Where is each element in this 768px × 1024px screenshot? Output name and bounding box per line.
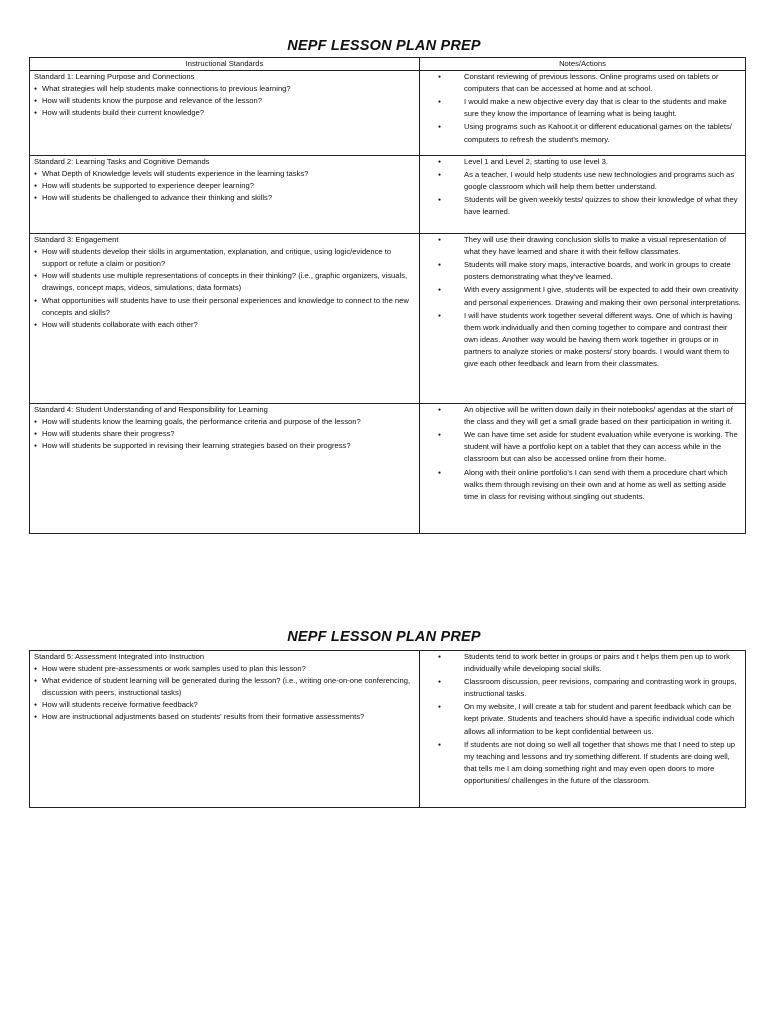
standard-title: Standard 5: Assessment Integrated into Instruction [34,652,205,661]
list-item: ● How will students receive formative feedback? [34,699,415,711]
standard-cell [30,404,420,534]
notes-cell [420,156,746,234]
notes-list [424,651,741,787]
list-item: ● What strategies will help students make connections to previous learning? [34,83,415,95]
notes-cell [420,71,746,156]
list-item: ● How were student pre-assessments or work samples used to plan this lesson? [34,663,415,675]
standard-cell [30,156,420,234]
list-item: ● Students tend to work better in groups or pairs and t helps them pen up to work individually while developing social skills. [424,651,741,675]
list-item: ● As a teacher, I would help students use new technologies and programs such as google classroom which will help them better understand. [424,169,741,193]
list-item: ● An objective will be written down daily in their notebooks/ agendas at the start of the class and they will get a small grade based on their participation in writing it. [424,404,741,428]
list-item: ● What Depth of Knowledge levels will students experience in the learning tasks? [34,168,415,180]
list-item: ● How will students be challenged to advance their thinking and skills? [34,192,415,204]
list-item: ● They will use their drawing conclusion skills to make a visual representation of what they have learned and share it with their fellow classmates. [424,234,741,258]
standard-cell [30,234,420,404]
list-item: ● How will students use multiple representations of concepts in their thinking? (i.e., graphic organizers, visuals, drawings, concept maps, videos, simulations, data formats) [34,270,415,294]
standard-cell [30,651,420,808]
list-item: ● With every assignment I give, students will be expected to add their own creativity and personal experiences. Drawing and making their own personal interpretations. [424,284,741,308]
table-row [30,404,746,534]
column-header-standards: Instructional Standards [30,58,420,71]
list-item: ● How will students share their progress? [34,428,415,440]
list-item: ● Students will be given weekly tests/ quizzes to show their knowledge of what they have learned. [424,194,741,218]
question-list [34,416,415,452]
page-title: NEPF LESSON PLAN PREP [287,629,481,645]
notes-cell [420,404,746,534]
list-item: ● How will students collaborate with each other? [34,319,415,331]
notes-list [424,234,741,370]
list-item: ● How will students know the purpose and relevance of the lesson? [34,95,415,107]
list-item: ● Along with their online portfolio's I can send with them a procedure chart which walks them through revising on their own and at home as well as setting aside time in class for revising without singling out students. [424,467,741,503]
table-row [30,156,746,234]
standard-title: Standard 2: Learning Tasks and Cognitive Demands [34,157,210,167]
list-item: ● What opportunities will students have to use their personal experiences and knowledge to connect to the new concepts and skills? [34,295,415,319]
list-item: ● How will students develop their skills in argumentation, explanation, and critique, using logic/evidence to support or refute a claim or position? [34,246,415,270]
list-item: ● Using programs such as Kahoot.it or different educational games on the tablets/ computers to refresh the student's memory. [424,121,741,145]
list-item: ● How will students be supported to experience deeper learning? [34,180,415,192]
list-item: ● We can have time set aside for student evaluation while everyone is working. The student will have a portfolio kept on a tablet that they can access while in the classroom but can also be accessed online from their home. [424,429,741,465]
list-item: ● Classroom discussion, peer revisions, comparing and contrasting work in groups, instructional tasks. [424,676,741,700]
list-item: ● Constant reviewing of previous lessons. Online programs used on tablets or computers that can be accessed at home and at school. [424,71,741,95]
standard-title: Standard 3: Engagement [34,235,119,245]
page-title: NEPF LESSON PLAN PREP [287,38,481,54]
notes-list [424,404,741,503]
notes-list [424,156,741,218]
notes-list [424,71,741,146]
list-item: ● I will have students work together several different ways. One of which is having them work individually and then coming together to compare and contrast their own ideas. Another way would be having them work together in groups or in partners to analyze stories or make posters/ story boards. I would want them to give each other feedback and learn from their classmates. [424,310,741,370]
table-row [30,234,746,404]
list-item: ● How will students be supported in revising their learning strategies based on their progress? [34,440,415,452]
question-list [34,168,415,204]
list-item: ● Students will make story maps, interactive boards, and work in groups to create posters demonstrating what they've learned. [424,259,741,283]
question-list [34,663,415,723]
list-item: ● On my website, I will create a tab for student and parent feedback which can be kept private. Students and teachers should have a specific individual code which allows all information to be kept confidential between us. [424,701,741,737]
list-item: ● How will students know the learning goals, the performance criteria and purpose of the lesson? [34,416,415,428]
notes-cell [420,234,746,404]
question-list [34,83,415,119]
list-item: ● How are instructional adjustments based on students' results from their formative assessments? [34,711,415,723]
question-list [34,246,415,331]
column-header-notes: Notes/Actions [420,58,746,71]
lesson-plan-table [29,57,746,534]
standard-title: Standard 4: Student Understanding of and Responsibility for Learning [34,405,268,415]
table-row [30,651,746,808]
lesson-plan-table [29,650,746,808]
list-item: ● How will students build their current knowledge? [34,107,415,119]
list-item: ● If students are not doing so well all together that shows me that I need to step up my teaching and lessons and try something different. If students are doing well, that tells me I am doing something right and may even open doors to more opportunities/ challenges in the future of the classroom. [424,739,741,787]
table-row [30,71,746,156]
list-item: ● I would make a new objective every day that is clear to the students and make sure they know the importance of learning what is being taught. [424,96,741,120]
standard-title: Standard 1: Learning Purpose and Connections [34,72,195,82]
list-item: ● Level 1 and Level 2, starting to use level 3. [424,156,741,168]
list-item: ● What evidence of student learning will be generated during the lesson? (i.e., writing one-on-one conferencing, discussion with peers, instructional tasks) [34,675,415,699]
notes-cell [420,651,746,808]
standard-cell [30,71,420,156]
